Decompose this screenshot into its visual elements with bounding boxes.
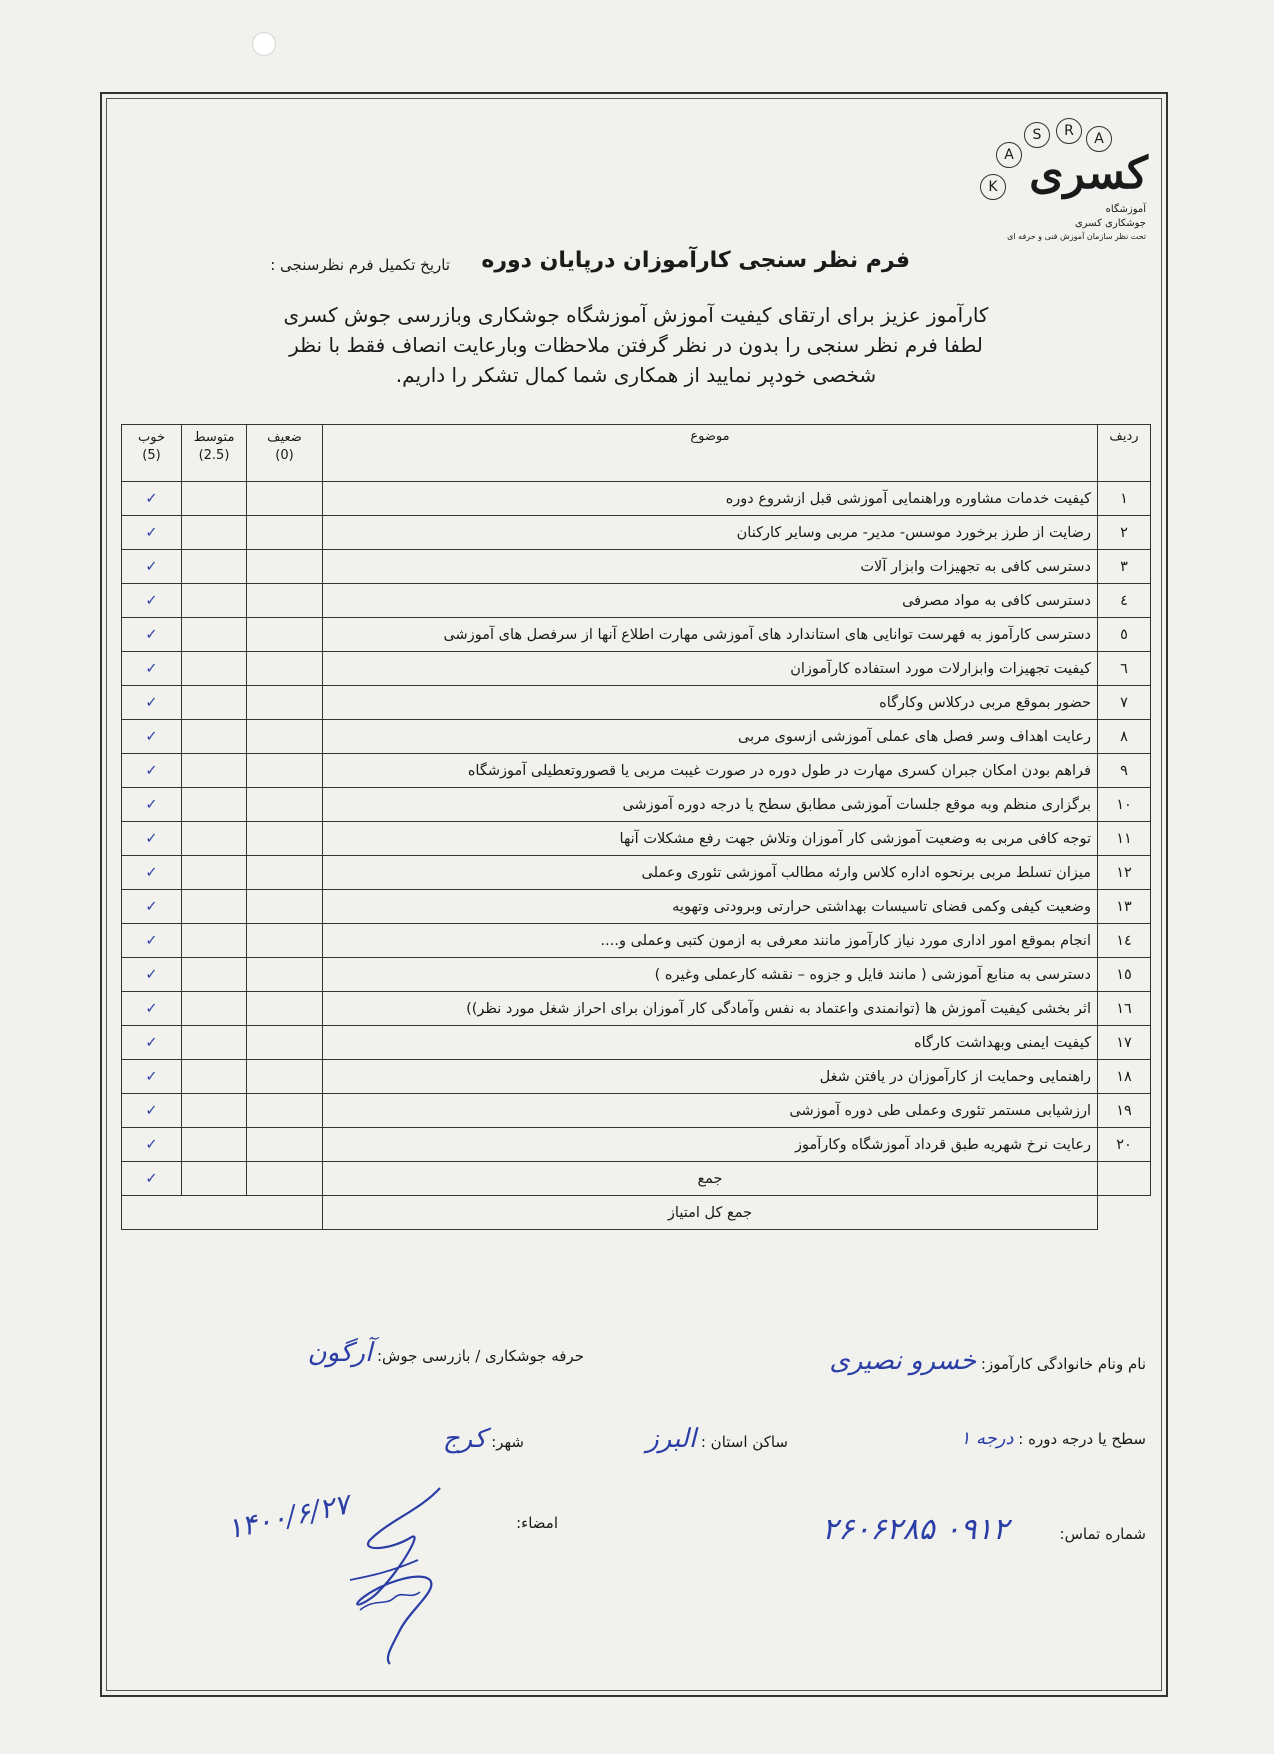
sum-label: جمع [323, 1162, 1098, 1196]
row-medium-cell[interactable] [182, 822, 247, 856]
signature-label: امضاء: [516, 1514, 558, 1532]
row-topic: دسترسی کافی به مواد مصرفی [323, 584, 1098, 618]
table-row [122, 1128, 1151, 1162]
row-number: ۱۹ [1098, 1094, 1151, 1128]
row-number: ۱٥ [1098, 958, 1151, 992]
row-number: ۳ [1098, 550, 1151, 584]
row-weak-cell[interactable] [247, 924, 323, 958]
row-medium-cell[interactable] [182, 720, 247, 754]
row-medium-cell[interactable] [182, 516, 247, 550]
row-medium-cell[interactable] [182, 788, 247, 822]
row-good-check[interactable]: ✓ [122, 1026, 182, 1060]
row-weak-cell[interactable] [247, 720, 323, 754]
row-number: ۸ [1098, 720, 1151, 754]
intro-line-2: لطفا فرم نظر سنجی را بدون در نظر گرفتن ملاحظات وبارعایت انصاف فقط با نظر [289, 333, 983, 357]
row-number: ۹ [1098, 754, 1151, 788]
row-weak-cell[interactable] [247, 992, 323, 1026]
province-value: البرز [646, 1424, 697, 1454]
row-medium-cell[interactable] [182, 652, 247, 686]
row-number: ۱ [1098, 482, 1151, 516]
row-good-check[interactable]: ✓ [122, 482, 182, 516]
row-number: ۱۰ [1098, 788, 1151, 822]
table-header-row [122, 425, 1151, 482]
row-weak-cell[interactable] [247, 822, 323, 856]
row-number: ۱۷ [1098, 1026, 1151, 1060]
trade-label: حرفه جوشکاری / بازرسی جوش: [376, 1347, 584, 1365]
signature-field [516, 1514, 558, 1532]
row-medium-cell[interactable] [182, 992, 247, 1026]
sum-row [122, 1162, 1151, 1196]
row-medium-cell[interactable] [182, 958, 247, 992]
trade-field [308, 1338, 584, 1368]
table-row [122, 720, 1151, 754]
form-title: فرم نظر سنجی کارآموزان درپایان دوره [481, 248, 910, 273]
row-good-check[interactable]: ✓ [122, 550, 182, 584]
row-good-check[interactable]: ✓ [122, 754, 182, 788]
row-topic: راهنمایی وحمایت از کارآموزان در یافتن شغل [323, 1060, 1098, 1094]
row-good-check[interactable]: ✓ [122, 516, 182, 550]
table-row [122, 822, 1151, 856]
header-good-score: (5) [142, 448, 161, 463]
sum-medium [182, 1162, 247, 1196]
row-number: ۱۱ [1098, 822, 1151, 856]
row-good-check[interactable]: ✓ [122, 1128, 182, 1162]
row-medium-cell[interactable] [182, 686, 247, 720]
table-row [122, 1060, 1151, 1094]
row-number: ۲۰ [1098, 1128, 1151, 1162]
row-topic: حضور بموقع مربی درکلاس وکارگاه [323, 686, 1098, 720]
row-weak-cell[interactable] [247, 1026, 323, 1060]
table-row [122, 924, 1151, 958]
logo-line-3: تحت نظر سازمان آموزش فنی و حرفه ای [1007, 232, 1146, 241]
row-good-check[interactable]: ✓ [122, 1060, 182, 1094]
header-weak-score: (0) [275, 448, 294, 463]
row-weak-cell[interactable] [247, 652, 323, 686]
name-label: نام ونام خانوادگی کارآموز: [980, 1355, 1146, 1373]
table-row [122, 992, 1151, 1026]
province-field [646, 1424, 788, 1454]
row-topic: میزان تسلط مربی برنحوه اداره کلاس وارئه مطالب آموزشی تئوری وعملی [323, 856, 1098, 890]
row-good-check[interactable]: ✓ [122, 992, 182, 1026]
row-medium-cell[interactable] [182, 924, 247, 958]
row-good-check[interactable]: ✓ [122, 618, 182, 652]
row-medium-cell[interactable] [182, 1094, 247, 1128]
sum-good-check: ✓ [122, 1162, 182, 1196]
table-row [122, 890, 1151, 924]
row-topic: دسترسی کافی به تجهیزات وابزار آلات [323, 550, 1098, 584]
header-medium-score: (2.5) [198, 448, 230, 463]
logo-letter-k: K [980, 174, 1006, 200]
row-topic: کیفیت خدمات مشاوره وراهنمایی آموزشی قبل ازشروع دوره [323, 482, 1098, 516]
row-good-check[interactable]: ✓ [122, 788, 182, 822]
row-topic: اثر بخشی کیفیت آموزش ها (توانمندی واعتماد به نفس وآمادگی کار آموزان برای احراز شغل مورد نظر)) [323, 992, 1098, 1026]
row-weak-cell[interactable] [247, 686, 323, 720]
row-weak-cell[interactable] [247, 618, 323, 652]
row-topic: برگزاری منظم وبه موقع جلسات آموزشی مطابق سطح یا درجه دوره آموزشی [323, 788, 1098, 822]
row-medium-cell[interactable] [182, 1128, 247, 1162]
row-number: ٦ [1098, 652, 1151, 686]
row-number: ۱٤ [1098, 924, 1151, 958]
header-medium-label: متوسط [193, 430, 235, 445]
header-weak-label: ضعیف [267, 430, 302, 445]
handwritten-signature [330, 1480, 480, 1670]
intro-line-3: شخصی خودپر نمایید از همکاری شما کمال تشکر را داریم. [395, 363, 877, 387]
row-good-check[interactable]: ✓ [122, 924, 182, 958]
phone-label: شماره تماس: [1059, 1525, 1146, 1543]
row-topic: دسترسی کارآموز به فهرست توانایی های استاندارد های آموزشی مهارت اطلاع آنها از سرفصل های آموزشی [323, 618, 1098, 652]
logo-letter-s: S [1024, 122, 1050, 148]
sum-row-number [1098, 1162, 1151, 1196]
table-row [122, 958, 1151, 992]
row-topic: انجام بموقع امور اداری مورد نیاز کارآموز مانند معرفی به ازمون کتبی وعملی و.... [323, 924, 1098, 958]
table-row [122, 482, 1151, 516]
row-medium-cell[interactable] [182, 890, 247, 924]
level-value: درجه ۱ [960, 1428, 1014, 1449]
table-row [122, 652, 1151, 686]
row-topic: دسترسی به منابع آموزشی ( مانند فایل و جزوه – نقشه کارعملی وغیره ) [323, 958, 1098, 992]
row-topic: ارزشیابی مستمر تئوری وعملی طی دوره آموزشی [323, 1094, 1098, 1128]
punch-hole [252, 32, 276, 56]
row-number: ۱۲ [1098, 856, 1151, 890]
row-weak-cell[interactable] [247, 856, 323, 890]
row-number: ۱۳ [1098, 890, 1151, 924]
table-row [122, 788, 1151, 822]
row-topic: رضایت از طرز برخورد موسس- مدیر- مربی وسایر کارکنان [323, 516, 1098, 550]
intro-line-1: کارآموز عزیز برای ارتقای کیفیت آموزش آموزشگاه جوشکاری وبازرسی جوش کسری [283, 303, 989, 327]
logo-letter-r: R [1056, 118, 1082, 144]
header-good-label: خوب [138, 430, 165, 445]
province-label: ساکن استان : [700, 1433, 788, 1451]
row-weak-cell[interactable] [247, 1094, 323, 1128]
phone-value: ۰۹۱۲ ۲۶۰۶۲۸۵ [821, 1512, 1009, 1547]
row-weak-cell[interactable] [247, 958, 323, 992]
row-weak-cell[interactable] [247, 482, 323, 516]
table-row [122, 516, 1151, 550]
row-weak-cell[interactable] [247, 516, 323, 550]
row-medium-cell[interactable] [182, 1060, 247, 1094]
row-number: ٥ [1098, 618, 1151, 652]
row-topic: کیفیت ایمنی وبهداشت کارگاه [323, 1026, 1098, 1060]
table-row [122, 584, 1151, 618]
table-row [122, 618, 1151, 652]
row-topic: رعایت نرخ شهریه طبق قرداد آموزشگاه وکارآموز [323, 1128, 1098, 1162]
row-weak-cell[interactable] [247, 890, 323, 924]
table-row [122, 686, 1151, 720]
signature-date: ۱۴۰۰/۶/۲۷ [223, 1487, 353, 1546]
row-good-check[interactable]: ✓ [122, 890, 182, 924]
table-row [122, 1094, 1151, 1128]
table-row [122, 550, 1151, 584]
row-number: ۱۸ [1098, 1060, 1151, 1094]
row-good-check[interactable]: ✓ [122, 856, 182, 890]
row-good-check[interactable]: ✓ [122, 958, 182, 992]
header-weak [247, 425, 323, 482]
row-good-check[interactable]: ✓ [122, 652, 182, 686]
row-good-check[interactable]: ✓ [122, 720, 182, 754]
total-row-number [1098, 1196, 1151, 1230]
header-medium [182, 425, 247, 482]
header-topic: موضوع [323, 425, 1098, 482]
header-row-number: ردیف [1098, 425, 1151, 482]
row-topic: رعایت اهداف وسر فصل های عملی آموزشی ازسوی مربی [323, 720, 1098, 754]
total-label: جمع کل امتیاز [323, 1196, 1098, 1230]
row-weak-cell[interactable] [247, 1060, 323, 1094]
logo-letter-a: A [996, 142, 1022, 168]
level-field [961, 1428, 1146, 1449]
logo-line-1: آموزشگاه [1105, 204, 1146, 215]
survey-table [121, 424, 1151, 1230]
row-weak-cell[interactable] [247, 584, 323, 618]
row-topic: کیفیت تجهیزات وابزارلات مورد استفاده کارآموزان [323, 652, 1098, 686]
row-good-check[interactable]: ✓ [122, 822, 182, 856]
row-weak-cell[interactable] [247, 550, 323, 584]
total-value [122, 1196, 323, 1230]
row-topic: فراهم بودن امکان جبران کسری مهارت در طول دوره در صورت غیبت مربی یا قصوروتعطیلی آموزشگاه [323, 754, 1098, 788]
row-medium-cell[interactable] [182, 550, 247, 584]
row-medium-cell[interactable] [182, 1026, 247, 1060]
row-number: ٤ [1098, 584, 1151, 618]
sum-weak [247, 1162, 323, 1196]
row-medium-cell[interactable] [182, 584, 247, 618]
row-weak-cell[interactable] [247, 788, 323, 822]
trade-value: آرگون [307, 1338, 373, 1368]
logo-line-2: جوشکاری کسری [1074, 218, 1146, 229]
institute-logo [980, 118, 1150, 248]
completion-date-label: تاریخ تکمیل فرم نظرسنجی : [270, 256, 450, 274]
row-number: ۱٦ [1098, 992, 1151, 1026]
row-good-check[interactable]: ✓ [122, 1094, 182, 1128]
table-row [122, 856, 1151, 890]
row-number: ۷ [1098, 686, 1151, 720]
phone-field [822, 1512, 1146, 1547]
table-row [122, 754, 1151, 788]
row-weak-cell[interactable] [247, 754, 323, 788]
city-field [443, 1424, 524, 1454]
name-value: خسرو نصیری [829, 1346, 977, 1376]
logo-letter-a2: A [1086, 126, 1112, 152]
row-topic: وضعیت کیفی وکمی فضای تاسیسات بهداشتی حرارتی وبرودتی وتهویه [323, 890, 1098, 924]
row-good-check[interactable]: ✓ [122, 686, 182, 720]
city-value: کرج [442, 1424, 487, 1454]
row-weak-cell[interactable] [247, 1128, 323, 1162]
row-topic: توجه کافی مربی به وضعیت آموزشی کار آموزان وتلاش جهت رفع مشکلات آنها [323, 822, 1098, 856]
row-medium-cell[interactable] [182, 482, 247, 516]
header-good [122, 425, 182, 482]
total-row [122, 1196, 1151, 1230]
table-row [122, 1026, 1151, 1060]
row-good-check[interactable]: ✓ [122, 584, 182, 618]
intro-text [120, 300, 1152, 390]
logo-wordmark: کسری [1029, 148, 1148, 199]
row-number: ۲ [1098, 516, 1151, 550]
name-field [829, 1346, 1146, 1376]
city-label: شهر: [491, 1433, 524, 1451]
level-label: سطح یا درجه دوره : [1018, 1430, 1146, 1448]
row-medium-cell[interactable] [182, 856, 247, 890]
row-medium-cell[interactable] [182, 618, 247, 652]
row-medium-cell[interactable] [182, 754, 247, 788]
